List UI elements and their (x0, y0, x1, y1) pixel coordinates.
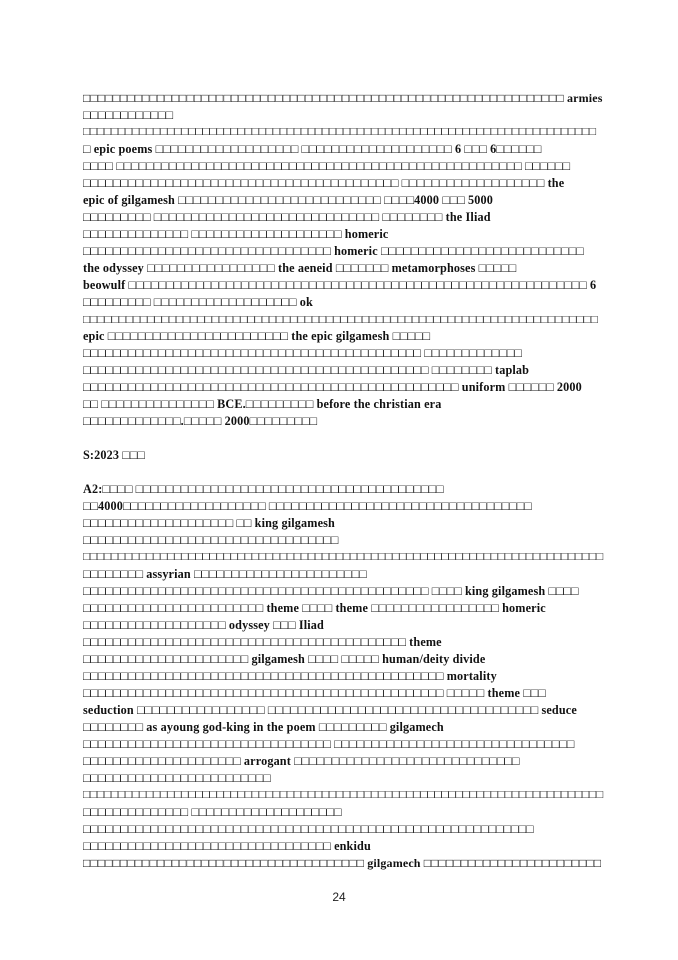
text-line: □□□□□□□□□□□□□.□□□□□ 2000□□□□□□□□□ (83, 414, 318, 428)
text-line: □□□□□□□□□□□□□□□□□□□□□□□□□ (83, 771, 271, 785)
text-line: □□□□□□□□□□□□□□□□□□□□□□□□□□□□□□□□□□□□□□□□□□ □□□□□□□□□□□□□□□□□□□ the (83, 176, 565, 190)
text-line: □□□□□□□□□□□□□□□□□□□□□□□□□□□□□□□□□□□□□□□□□□□□□□ □□□□□□□□ taplab (83, 363, 530, 377)
paragraph-p1 (83, 90, 603, 430)
text-line: □□□□□□□□□ □□□□□□□□□□□□□□□□□□□□□□□□□□□□□□ □□□□□□□□ the Iliad (83, 210, 491, 224)
text-line: □ epic poems □□□□□□□□□□□□□□□□□□□ □□□□□□□□□□□□□□□□□□□□ 6 □□□ 6□□□□□□ (83, 142, 542, 156)
text-line: □□□□□□□□□□□□□□□□□□□□□□□□□□□□□□□□□□□□□□□□□□□□□□□□□□□□□□□□□□□□ (83, 822, 534, 836)
text-line: □□□□□□□□□□□□□□□□□□□□ □□ king gilgamesh (83, 516, 335, 530)
text-line: A2:□□□□ □□□□□□□□□□□□□□□□□□□□□□□□□□□□□□□□□□□□□□□□□ (83, 482, 444, 496)
paragraph-gap (83, 464, 603, 481)
text-line: □□□□□□□□□□□□□□□□□□□□□□□□□□□□□□□□□□□□□□□□□□□□□□□□ □□□□□ theme □□□ (83, 686, 546, 700)
text-line: □□□□□□□□□□□□□□□□□□□□□□□□□□□□□□□□□□□□□□□□□□□□□□□□ mortality (83, 669, 497, 683)
text-line: □□□□□□□□□□□□□□ □□□□□□□□□□□□□□□□□□□□ (83, 805, 342, 819)
text-line: □□□□□□□□□□□□ (83, 108, 174, 122)
text-line: □□□□□□□□□□□□□□ □□□□□□□□□□□□□□□□□□□□ homeric (83, 227, 389, 241)
text-line: □□□□□□□□□□□□□□□□□□□□□□□□□□□□□□□□□□□□□□□□□□□□□□□□□□ uniform □□□□□□ 2000 (83, 380, 582, 394)
paragraph-gap (83, 430, 603, 447)
text-line: □□□□□□□□□□□□□□□□□□□ odyssey □□□ Iliad (83, 618, 324, 632)
text-line: □□□□□□□□□□□□□□□□□□□□□□□□□□□□□□□□□□□□□□□□□□□□□□□□□□□□□□□□□□□□□□□□□□□□□□□□ (83, 313, 598, 326)
text-line: □□□□□□□□□□□□□□□□□□□□□□□□□□□□□□□□□□ (83, 533, 339, 547)
text-line: □□□□□□□□□□□□□□□□□□□□□□□□□□□□□□□□□ □□□□□□□□□□□□□□□□□□□□□□□□□□□□□□□□ (83, 737, 575, 751)
text-line: □□□□□□□□ as ayoung god-king in the poem □□□□□□□□□ gilgamech (83, 720, 444, 734)
paragraph-p2 (83, 447, 603, 464)
text-line: □□□□□□□□□□□□□□□□□□□□□□□□□□□□□□□□□□□□□□□□□□□□□□ □□□□ king gilgamesh □□□□ (83, 584, 579, 598)
text-line: seduction □□□□□□□□□□□□□□□□□ □□□□□□□□□□□□□□□□□□□□□□□□□□□□□□□□□□□□ seduce (83, 703, 577, 717)
text-line: □□ □□□□□□□□□□□□□□□ BCE.□□□□□□□□□ before the christian era (83, 397, 442, 411)
text-line: □□□□□□□□□□□□□□□□□□□□□□ gilgamesh □□□□ □□□□□ human/deity divide (83, 652, 486, 666)
text-line: □□□□□□□□□□□□□□□□□□□□□□□□□□□□□□□□□□□□□□□□□□□□□□□□□□□□□□□□□□□□□□□□□□□□□□□□□ (83, 126, 597, 138)
text-line: □□□□□□□□□ □□□□□□□□□□□□□□□□□□□ ok (83, 295, 313, 309)
text-line: the odyssey □□□□□□□□□□□□□□□□□ the aeneid □□□□□□□ metamorphoses □□□□□ (83, 261, 517, 275)
text-line: □□□□ □□□□□□□□□□□□□□□□□□□□□□□□□□□□□□□□□□□□□□□□□□□□□□□□□□□□□□ □□□□□□ (83, 159, 571, 173)
text-line: □□□□□□□□□□□□□□□□□□□□□□□□□□□□□□□□□ homeric □□□□□□□□□□□□□□□□□□□□□□□□□□□ (83, 244, 584, 258)
page-body (83, 90, 603, 872)
text-line: □□□□□□□□□□□□□□□□□□□□□ arrogant □□□□□□□□□□□□□□□□□□□□□□□□□□□□□□ (83, 754, 520, 768)
text-line: □□□□□□□□□□□□□□□□□□□□□□□□□□□□□□□□□□□□□□□□□□□□□□□□□□□□□□□□□□□□□□□□□ armies (83, 91, 603, 105)
paragraph-p3 (83, 481, 603, 872)
text-line: □□□□□□□□□□□□□□□□□□□□□□□□□□□□□□□□□□□□□□□□□□□□□ □□□□□□□□□□□□□ (83, 346, 522, 360)
text-line: □□□□□□□□ assyrian □□□□□□□□□□□□□□□□□□□□□□□ (83, 567, 367, 581)
text-line: □□□□□□□□□□□□□□□□□□□□□□□□□□□□□□□□□□□□□□□□□□□ theme (83, 635, 442, 649)
text-line: S:2023 □□□ (83, 448, 145, 462)
text-line: □□□□□□□□□□□□□□□□□□□□□□□□□□□□□□□□□ enkidu (83, 839, 371, 853)
text-line: □□□□□□□□□□□□□□□□□□□□□□□□ theme □□□□ theme □□□□□□□□□□□□□□□□□ homeric (83, 601, 546, 615)
text-line: □□□□□□□□□□□□□□□□□□□□□□□□□□□□□□□□□□□□□□□□□□□□□□□□□□□□□□□□□□□□□□□□□□□□□□□□□□ (83, 789, 604, 801)
text-line: □□□□□□□□□□□□□□□□□□□□□□□□□□□□□□□□□□□□□□ gilgamech □□□□□□□□□□□□□□□□□□□□□□□□ (83, 856, 602, 870)
text-line: beowulf □□□□□□□□□□□□□□□□□□□□□□□□□□□□□□□□□□□□□□□□□□□□□□□□□□□□□□□□□□□□□ 6 (83, 278, 597, 292)
text-line: epic of gilgamesh □□□□□□□□□□□□□□□□□□□□□□□□□□□ □□□□4000 □□□ 5000 (83, 193, 494, 207)
text-line: □□□□□□□□□□□□□□□□□□□□□□□□□□□□□□□□□□□□□□□□□□□□□□□□□□□□□□□□□□□□□□□□□□□□□□□□□□ (83, 551, 604, 563)
page-number: 24 (332, 890, 346, 904)
text-line: epic □□□□□□□□□□□□□□□□□□□□□□□□ the epic gilgamesh □□□□□ (83, 329, 431, 343)
text-line: □□4000□□□□□□□□□□□□□□□□□□□ □□□□□□□□□□□□□□□□□□□□□□□□□□□□□□□□□□□ (83, 499, 532, 513)
